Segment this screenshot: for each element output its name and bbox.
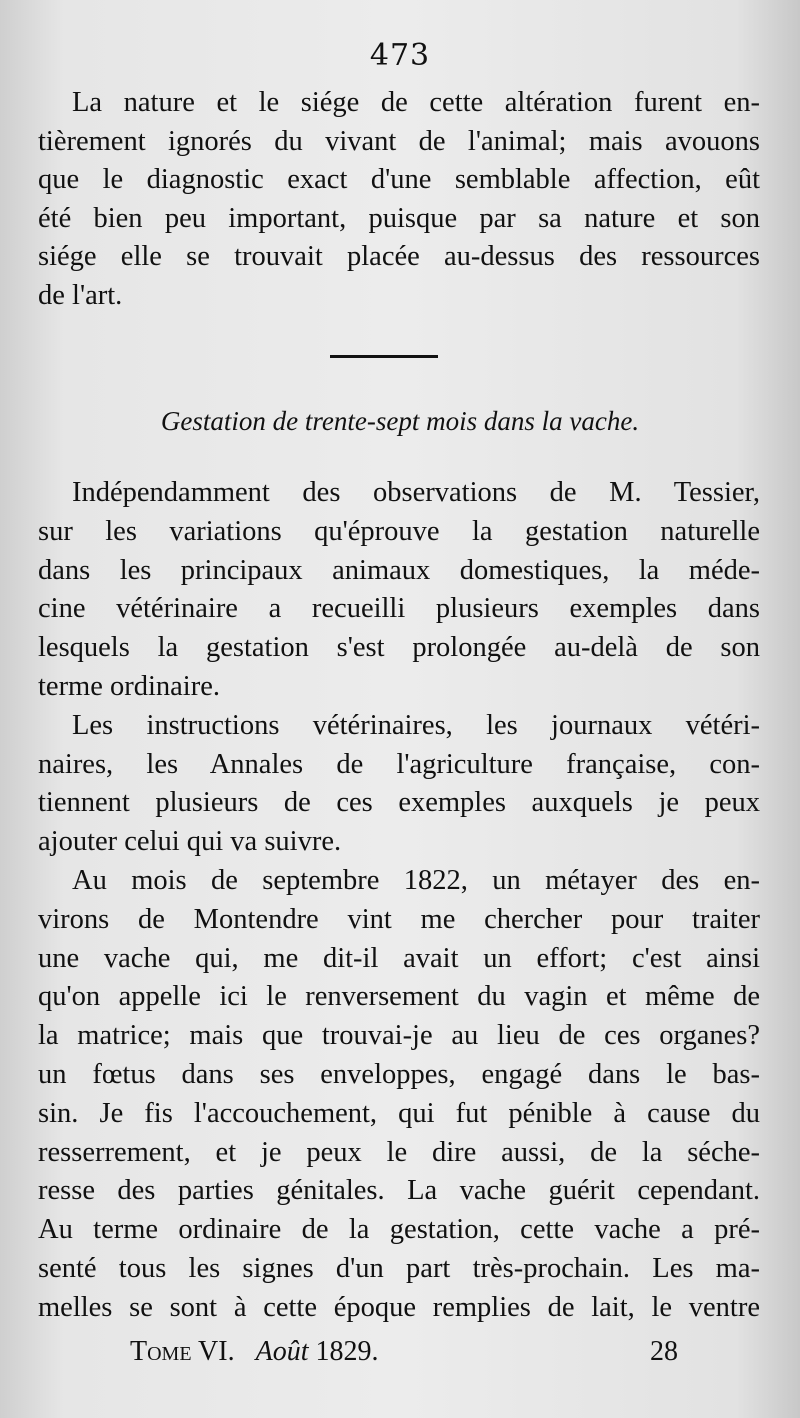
text-line: tiennent plusieurs de ces exemples auxquels je peux (38, 787, 760, 819)
text-line: Au terme ordinaire de la gestation, cette vache a pré- (38, 1214, 760, 1246)
text-line: sin. Je fis l'accouchement, qui fut pénible à cause du (38, 1097, 760, 1129)
footer-month: Août (255, 1336, 309, 1367)
text-line: un fœtus dans ses enveloppes, engagé dans le bas- (38, 1058, 760, 1090)
page-number: 473 (369, 38, 431, 73)
text-line: Indépendamment des observations de M. Tessier, (72, 477, 760, 508)
text-line: resse des parties génitales. La vache guérit cependant. (38, 1175, 760, 1207)
text-line: une vache qui, me dit-il avait un effort; c'est ainsi (38, 942, 760, 974)
text-line: La nature et le siége de cette altération furent en- (72, 87, 760, 118)
footer-year: 1829. (315, 1336, 379, 1367)
text-line: senté tous les signes d'un part très-prochain. Les ma- (38, 1252, 760, 1284)
section-title: Gestation de trente-sept mois dans la vache. (160, 406, 640, 436)
main-text (38, 474, 760, 1328)
text-line: la matrice; mais que trouvai-je au lieu de ces organes? (38, 1020, 760, 1052)
text-line: ajouter celui qui va suivre. (38, 826, 342, 858)
text-line: qu'on appelle ici le renversement du vagin et même de (38, 981, 760, 1013)
text-line: Au mois de septembre 1822, un métayer des en- (72, 864, 760, 896)
text-line: dans les principaux animaux domestiques, la méde- (38, 554, 760, 586)
text-line: melles se sont à cette époque remplies de lait, le ventre (38, 1291, 760, 1323)
text-line: terme ordinaire. (38, 670, 220, 702)
text-line: tièrement ignorés du vivant de l'animal; mais avouons (38, 125, 760, 157)
text-line: virons de Montendre vint me chercher pour traiter (38, 903, 760, 935)
intro-paragraph (38, 84, 760, 316)
text-line: lesquels la gestation s'est prolongée au-delà de son (38, 632, 760, 664)
footer-signature: 28 (650, 1336, 678, 1367)
text-line: siége elle se trouvait placée au-dessus des ressources (38, 241, 760, 273)
text-line: été bien peu important, puisque par sa nature et son (38, 202, 760, 234)
text-line: cine vétérinaire a recueilli plusieurs exemples dans (38, 593, 760, 625)
text-line: resserrement, et je peux le dire aussi, de la séche- (38, 1136, 760, 1168)
text-line: de l'art. (38, 279, 123, 311)
text-line: sur les variations qu'éprouve la gestation naturelle (38, 515, 760, 547)
footer-volume: Tome VI. (130, 1336, 235, 1367)
section-divider (330, 355, 438, 358)
text-line: naires, les Annales de l'agriculture française, con- (38, 748, 760, 780)
footer-volume-date (130, 1336, 378, 1368)
text-line: que le diagnostic exact d'une semblable affection, eût (38, 164, 760, 196)
text-line: Les instructions vétérinaires, les journaux vétéri- (72, 709, 760, 741)
